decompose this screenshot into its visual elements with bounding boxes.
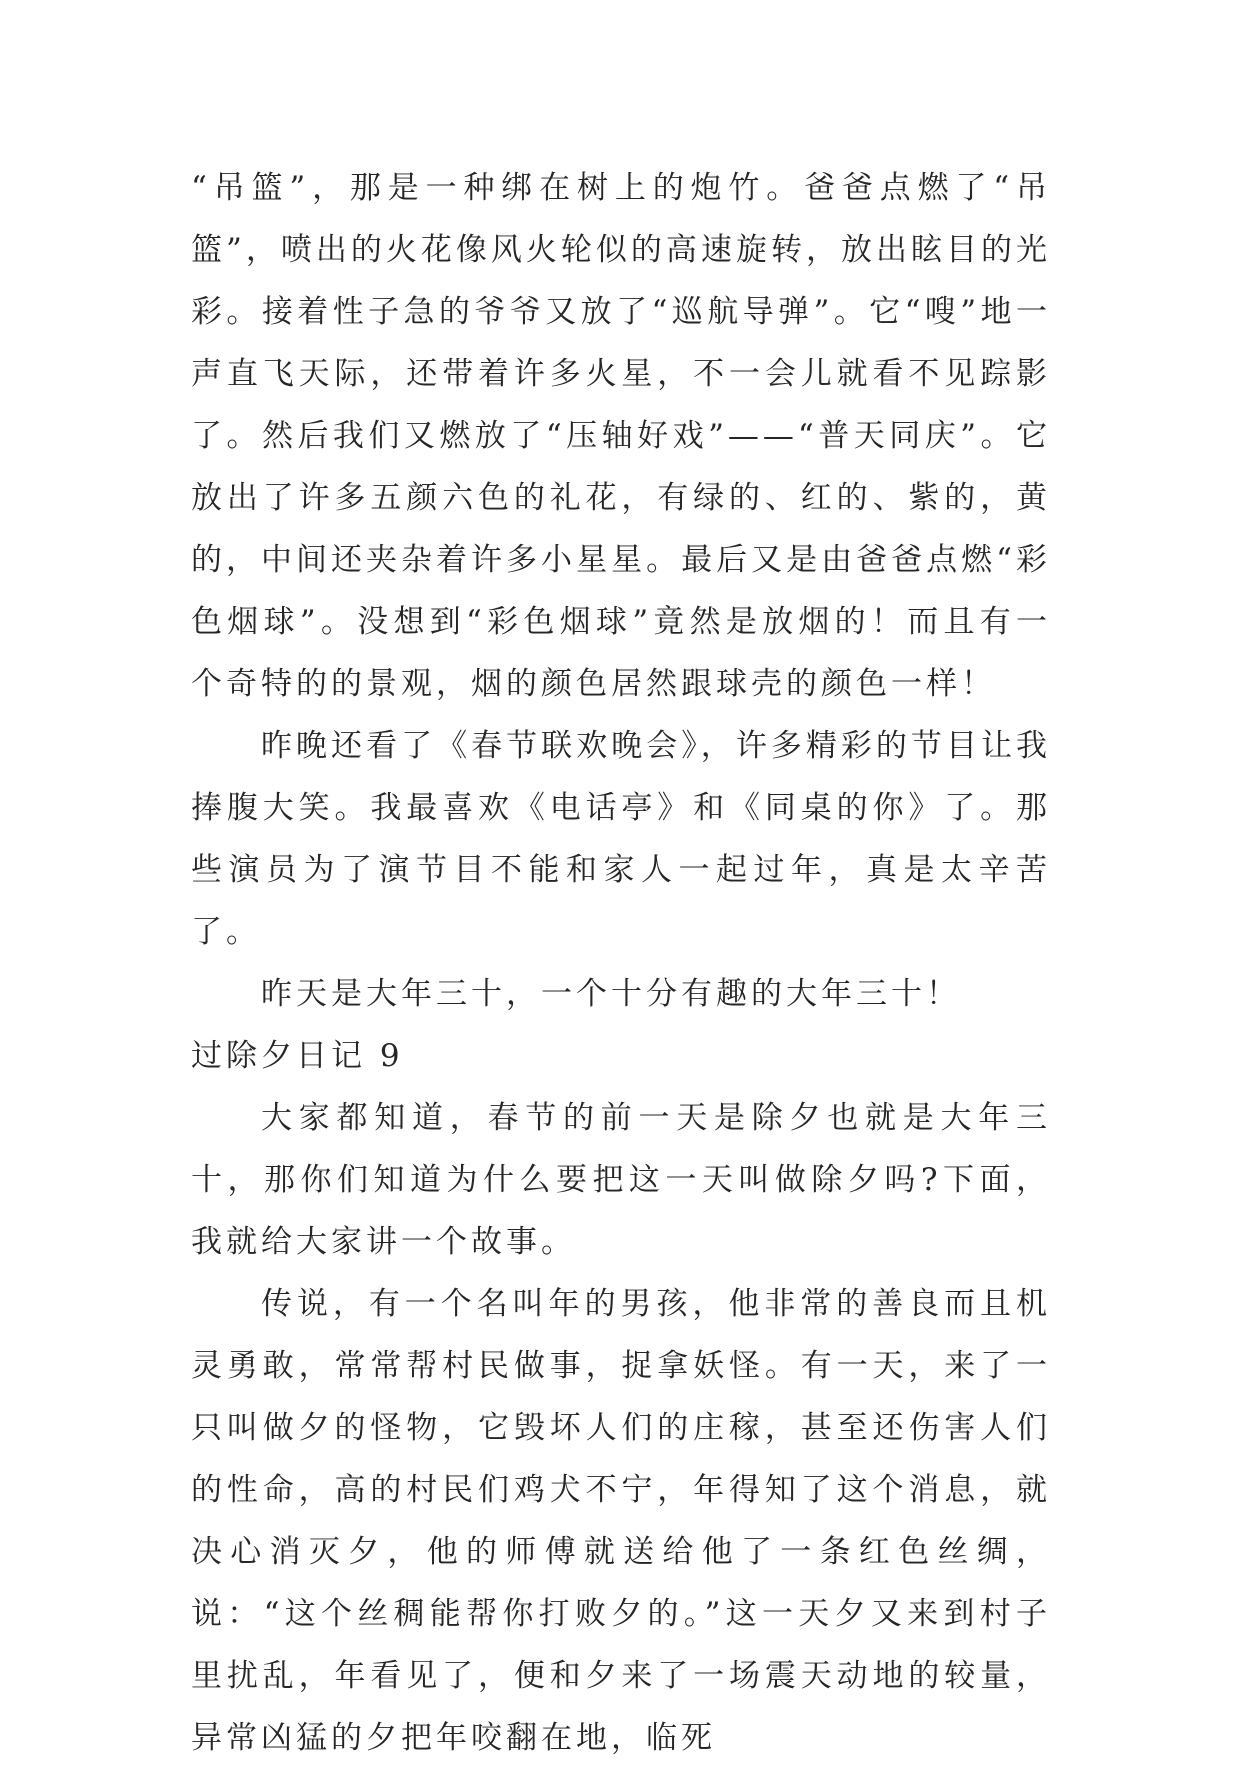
section-heading: 过除夕日记 9 xyxy=(191,1038,404,1074)
paragraph-legend: 传说，有一个名叫年的男孩，他非常的善良而且机灵勇敢，常常帮村民做事，捉拿妖怪。有一天，来了一只叫做夕的怪物，它毁坏人们的庄稼，甚至还伤害人们的性命，高的村民们鸡犬不宁，年得知了这个消息，就决心消灭夕，他的师傅就送给他了一条红色丝绸，说：“这个丝稠能帮你打败夕的。”这一天夕又来到村子里扰乱，年看见了，便和夕来了一场震天动地的较量，异常凶猛的夕把年咬翻在地，临死 xyxy=(191,1286,1051,1756)
paragraph-conclusion: 昨天是大年三十，一个十分有趣的大年三十！ xyxy=(261,976,961,1012)
paragraph-firecrackers: “吊篮”，那是一种绑在树上的炮竹。爸爸点燃了“吊篮”，喷出的火花像风火轮似的高速旋转，放出眩目的光彩。接着性子急的爷爷又放了“巡航导弹”。它“嗖”地一声直飞天际，还带着许多火星，不一会儿就看不见踪影了。然后我们又燃放了“压轴好戏”——“普天同庆”。它放出了许多五颜六色的礼花，有绿的、红的、紫的，黄的，中间还夹杂着许多小星星。最后又是由爸爸点燃“彩色烟球”。没想到“彩色烟球”竟然是放烟的！而且有一个奇特的的景观，烟的颜色居然跟球壳的颜色一样！ xyxy=(191,170,1051,702)
document-body xyxy=(191,157,1051,1769)
paragraph-spring-gala: 昨晚还看了《春节联欢晚会》，许多精彩的节目让我捧腹大笑。我最喜欢《电话亭》和《同桌的你》了。那些演员为了演节目不能和家人一起过年，真是太辛苦了。 xyxy=(191,728,1051,950)
paragraph-intro: 大家都知道，春节的前一天是除夕也就是大年三十，那你们知道为什么要把这一天叫做除夕吗?下面，我就给大家讲一个故事。 xyxy=(191,1100,1051,1260)
